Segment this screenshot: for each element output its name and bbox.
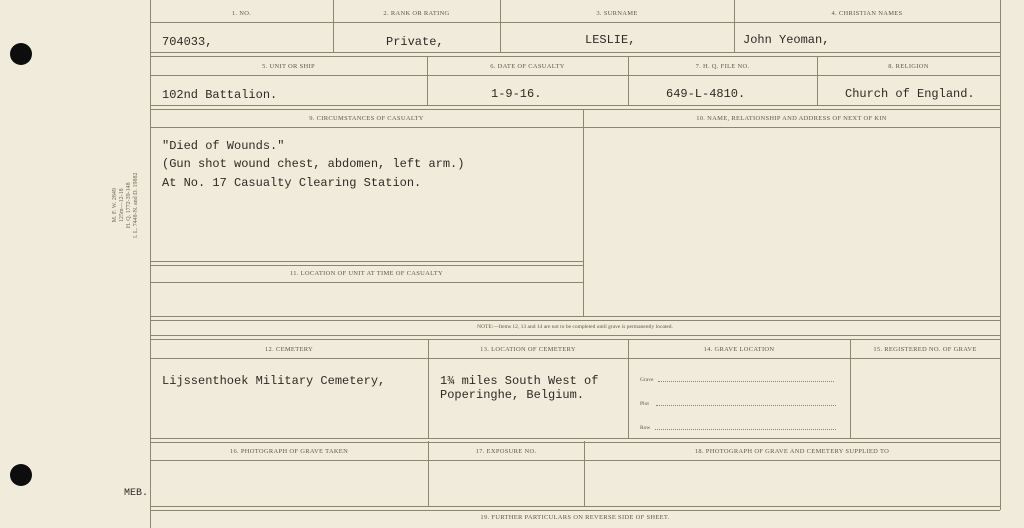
side-print-line: 125m—12-18	[119, 188, 125, 223]
value-hq-file: 649-L-4810.	[666, 87, 746, 101]
rule	[333, 0, 334, 53]
label-grave-location: 14. GRAVE LOCATION	[703, 346, 775, 353]
label-photo-taken: 16. PHOTOGRAPH OF GRAVE TAKEN	[229, 448, 349, 455]
label-location-cemetery: 13. LOCATION OF CEMETERY	[480, 346, 576, 353]
value-initials: MEB.	[124, 488, 149, 499]
label-date-casualty: 6. DATE OF CASUALTY	[490, 63, 565, 70]
label-circumstances: 9. CIRCUMSTANCES OF CASUALTY	[309, 115, 424, 122]
label-location-unit: 11. LOCATION OF UNIT AT TIME OF CASUALTY	[289, 270, 444, 277]
rule	[150, 22, 1000, 23]
value-christian-names: John Yeoman,	[743, 33, 830, 47]
label-hq-file: 7. H. Q. FILE NO.	[695, 63, 750, 70]
row-dotted-line	[655, 429, 836, 430]
rule	[150, 75, 1000, 76]
punch-hole-top	[10, 43, 32, 65]
rule	[150, 261, 583, 266]
rule	[850, 340, 851, 439]
label-religion: 8. RELIGION	[888, 63, 929, 70]
punch-hole-bottom	[10, 464, 32, 486]
rule	[150, 358, 1000, 359]
label-no: 1. NO.	[231, 10, 252, 17]
label-registered-no: 15. REGISTERED NO. OF GRAVE	[873, 346, 977, 353]
label-further: 19. FURTHER PARTICULARS ON REVERSE SIDE OF SHEET.	[480, 514, 670, 521]
value-date-casualty: 1-9-16.	[491, 87, 542, 101]
rule	[428, 340, 429, 439]
rule	[583, 109, 584, 317]
value-rank: Private,	[386, 35, 444, 49]
value-unit: 102nd Battalion.	[162, 88, 278, 102]
form-right-border	[1000, 0, 1001, 510]
value-location-cemetery-line: 1¾ miles South West of	[440, 374, 599, 388]
label-next-of-kin: 10. NAME, RELATIONSHIP AND ADDRESS OF NEXT OF KIN	[696, 115, 887, 122]
side-print-line: M. F. W. 2849	[112, 188, 118, 223]
rule	[150, 335, 1000, 340]
rule	[628, 340, 629, 439]
rule	[150, 105, 1000, 110]
plot-dotted-line	[656, 405, 836, 406]
rule	[150, 282, 583, 283]
circumstances-line: At No. 17 Casualty Clearing Station.	[162, 176, 422, 190]
label-unit: 5. UNIT OR SHIP	[262, 63, 315, 70]
value-religion: Church of England.	[845, 87, 975, 101]
note-text: NOTE:—Items 12, 13 and 14 are not to be completed until grave is permanently located.	[477, 324, 673, 330]
value-cemetery: Lijssenthoek Military Cemetery,	[162, 374, 386, 388]
rule	[150, 438, 1000, 443]
value-surname: LESLIE,	[585, 33, 636, 47]
value-no: 704033,	[162, 35, 213, 49]
label-plot: Plot	[640, 401, 649, 407]
label-surname: 3. SURNAME	[596, 10, 638, 17]
value-location-cemetery-line: Poperinghe, Belgium.	[440, 388, 585, 402]
circumstances-line: "Died of Wounds."	[162, 139, 285, 153]
rule	[150, 316, 1000, 321]
rule	[500, 0, 501, 53]
rule	[150, 506, 1000, 511]
grave-dotted-line	[658, 381, 834, 382]
label-exposure: 17. EXPOSURE NO.	[475, 448, 537, 455]
label-rank: 2. RANK OR RATING	[383, 10, 450, 17]
label-cemetery: 12. CEMETERY	[264, 346, 314, 353]
rule	[150, 52, 1000, 57]
side-print-line: H. Q. 1772-39-148	[126, 182, 132, 229]
label-photo-supplied: 18. PHOTOGRAPH OF GRAVE AND CEMETERY SUPPLIED TO	[694, 448, 890, 455]
label-row: Row	[640, 425, 651, 431]
rule	[734, 0, 735, 53]
side-print-line: I. L. 7448-N. and D. 19882	[133, 172, 139, 238]
rule	[150, 460, 1000, 461]
circumstances-line: (Gun shot wound chest, abdomen, left arm.)	[162, 157, 465, 171]
rule	[150, 127, 1000, 128]
label-christian-names: 4. CHRISTIAN NAMES	[831, 10, 903, 17]
label-grave: Grave	[640, 377, 654, 383]
side-print-reference	[112, 173, 140, 239]
